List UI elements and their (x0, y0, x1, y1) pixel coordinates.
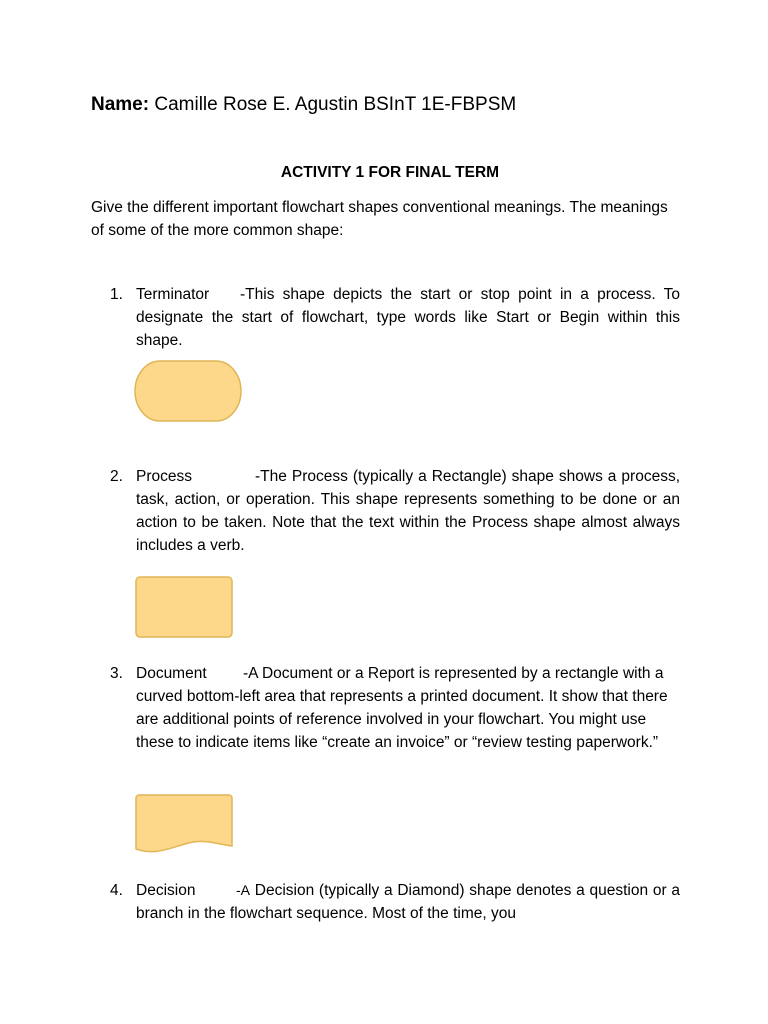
item-term: Document (136, 665, 207, 682)
process-shape-icon (135, 576, 233, 638)
item-term: Terminator (136, 286, 210, 303)
item-body (136, 283, 680, 352)
document-shape-icon (135, 794, 233, 856)
list-item-process (110, 465, 680, 557)
terminator-shape-icon (134, 360, 242, 422)
item-term: Decision (136, 882, 196, 899)
item-description: -This shape depicts the start or stop point in a process. To designate the start of flowchart, type words like Start or Begin within this shape. (136, 286, 680, 349)
student-name: Camille Rose E. Agustin BSInT 1E-FBPSM (154, 94, 517, 115)
item-description-prefix: -A (236, 882, 250, 898)
list-item-terminator (110, 283, 680, 352)
page-title: ACTIVITY 1 FOR FINAL TERM (280, 164, 500, 181)
name-label: Name: (91, 94, 150, 115)
item-number: 4. (110, 882, 123, 899)
terminator-shape-path (135, 361, 241, 421)
name-line (91, 94, 516, 116)
item-number: 1. (110, 286, 123, 303)
item-body (136, 465, 680, 557)
item-number: 3. (110, 665, 123, 682)
item-body (136, 879, 680, 925)
item-term: Process (136, 468, 192, 485)
list-item-decision (110, 879, 680, 925)
item-description: Decision (typically a Diamond) shape denotes a question or a branch in the flowchart sequence. Most of the time, you (136, 882, 680, 922)
item-number: 2. (110, 468, 123, 485)
list-item-document (110, 662, 680, 754)
item-description: -The Process (typically a Rectangle) shape shows a process, task, action, or operation. This shape represents something to be done or an action to be taken. Note that the text within the Process shape almost always includes a verb. (136, 468, 680, 554)
item-body (136, 662, 680, 754)
intro-paragraph: Give the different important flowchart shapes conventional meanings. The meanings of some of the more common shape: (91, 199, 668, 239)
document-shape-path (136, 795, 232, 852)
item-description: -A Document or a Report is represented by a rectangle with a curved bottom-left area that represents a printed document. It show that there are additional points of reference involved in your flowchart. You might use these to indicate items like “create an invoice” or “review testing paperwork.” (136, 665, 668, 751)
process-shape-rect (136, 577, 232, 637)
